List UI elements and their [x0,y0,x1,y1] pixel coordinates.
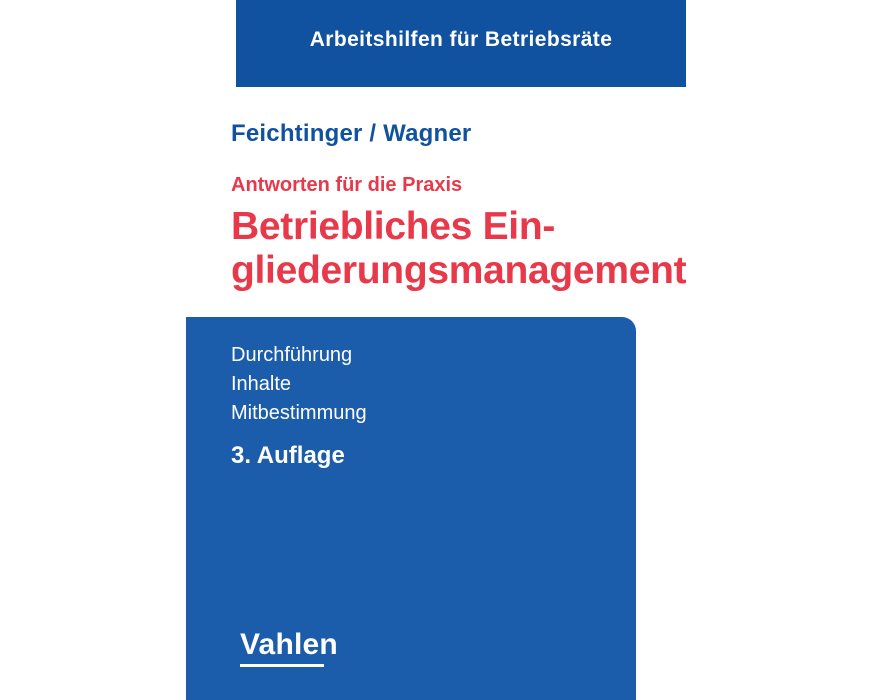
publisher-underline [240,664,324,667]
subtitle-list [231,342,367,429]
book-title-line-1: Betriebliches Ein- [231,205,556,248]
series-band [236,0,686,87]
subtitle-item-0: Durchführung [231,344,353,366]
publisher-logo: Vahlen [240,628,338,661]
book-title-line-2: gliederungsmanagement [231,248,686,292]
author-names: Feichtinger / Wagner [231,120,472,147]
edition-label: 3. Auflage [231,442,345,469]
subtitle-item-1: Inhalte [231,373,292,395]
subtitle-item-2: Mitbestimmung [231,402,367,424]
book-cover [186,0,686,700]
strapline: Antworten für die Praxis [231,174,463,196]
series-title: Arbeitshilfen für Betriebsräte [309,28,613,51]
book-title [231,205,686,292]
